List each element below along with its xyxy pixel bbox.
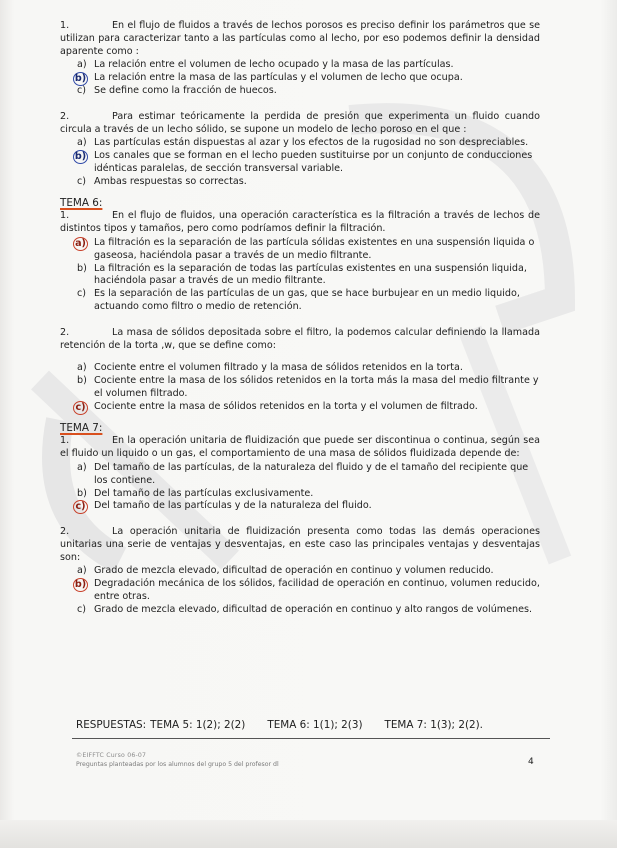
question-text: La operación unitaria de fluidización presenta como todas las demás operaciones unitarias una serie de ventajas y desventajas, en este caso las principales ventajas y desventajas son: [60,526,540,563]
question-6-2 [60,327,540,414]
answers-tema-6: TEMA 6: 1(1); 2(3) [267,719,363,731]
option-c: c) Del tamaño de las partículas y de la naturaleza del fluido. [77,500,540,513]
question-number: 2. [60,110,70,122]
question-text: En la operación unitaria de fluidización que puede ser discontinua o continua, según sea el fluido un liquido o un gas, el comportamiento de una masa de sólidos fluidizada depende de: [60,435,540,460]
option-b: b) Los canales que se forman en el lecho pueden sustituirse por un conjunto de conducciones idénticas paralelas, de sección transversal variable. [74,150,533,174]
answer-circle: c) [73,401,88,415]
answers-label: RESPUESTAS: [76,719,147,731]
option-b: b) Degradación mecánica de los sólidos, facilidad de operación en continuo, volumen reducido, entre otras. [74,578,540,603]
option-c: c) Se define como la fracción de huecos. [77,84,277,96]
option-a: a) La relación entre el volumen de lecho ocupado y la masa de las partículas. [77,59,454,71]
page-bottom-shadow [0,820,617,848]
question-number: 1. [60,20,70,31]
answer-circle: b) [74,151,87,163]
question-number: 1. [60,210,70,222]
question-7-1 [60,435,540,513]
footer-course: ©EIFFTC Curso 06-07 [76,752,147,759]
footer-divider [72,738,550,739]
option-c: c) Ambas respuestas so correctas. [77,175,247,187]
option-a: a) Cociente entre el volumen filtrado y la masa de sólidos retenidos en la torta. [77,362,463,374]
section-heading-tema-6: TEMA 6: [60,196,103,209]
question-6-1 [60,210,540,313]
option-b: b) Del tamaño de las partículas exclusivamente. [77,487,314,499]
page-number: 4 [528,757,534,767]
question-number: 2. [60,526,70,538]
question-text: La masa de sólidos depositada sobre el filtro, la podemos calcular definiendo la llamada retención de la torta ,w, que se define como: [60,326,540,351]
option-c: c) Grado de mezcla elevado, dificultad de operación en continuo y alto rangos de volúmenes. [77,603,533,615]
answers-tema-7: TEMA 7: 1(3); 2(2). [384,719,483,731]
answer-circle: b) [74,579,87,591]
option-c: c) Cociente entre la masa de sólidos retenidos en la torta y el volumen de filtrado. [77,401,540,414]
answer-circle: a) [73,237,88,251]
answers-line [76,719,505,731]
option-a: a) Las partículas están dispuestas al azar y los efectos de la rugosidad no son despreciables. [77,137,529,149]
answers-tema-5: TEMA 5: 1(2); 2(2) [150,719,246,731]
option-a: a) La filtración es la separación de las partícula sólidas existentes en una suspensión liquida o gaseosa, haciéndola pasar a través de un medio filtrante. [77,237,540,263]
question-number: 2. [60,326,70,338]
question-text: En el flujo de fluidos, una operación característica es la filtración a través de lechos de distintos tipos y tamaños, pero como podríamos definir la filtración. [60,210,540,235]
answer-circle: c) [73,500,88,514]
option-a: a) Del tamaño de las partículas, de la naturaleza del fluido y de el tamaño del recipiente que los contiene. [77,461,529,486]
questions-body [60,20,540,617]
question-7-2 [60,526,540,617]
question-5-1 [60,20,540,98]
option-b: b) La filtración es la separación de todas las partículas existentes en una suspensión liquida, haciéndola pasar a través de un medio filtrante. [77,262,527,287]
option-b: b) Cociente entre la masa de los sólidos retenidos en la torta más la masa del medio filtrante y el volumen filtrado. [77,375,539,399]
question-5-2 [60,111,540,189]
option-a: a) Grado de mezcla elevado, dificultad de operación en continuo y volumen reducido. [77,565,494,577]
option-b: b) La relación entre la masa de las partículas y el volumen de lecho que ocupa. [74,72,463,85]
question-text: Para estimar teóricamente la perdida de presión que experimenta un fluido cuando circula a través de un lecho sólido, se supone un modelo de lecho poroso en el que : [60,110,540,135]
question-number: 1. [60,435,70,447]
question-text: En el flujo de fluidos a través de lechos porosos es preciso definir los parámetros que se utilizan para caracterizar tanto a las partículas como al lecho, por eso podemos definir la densidad aparente como : [60,20,540,57]
option-c: c) Es la separación de las partículas de un gas, que se hace burbujear en un medio liquido, actuando como filtro o medio de retención. [77,288,520,312]
footer-note: Preguntas planteadas por los alumnos del grupo 5 del profesor dl [76,761,279,768]
answer-circle: b) [74,73,87,85]
section-heading-tema-7: TEMA 7: [60,421,103,434]
